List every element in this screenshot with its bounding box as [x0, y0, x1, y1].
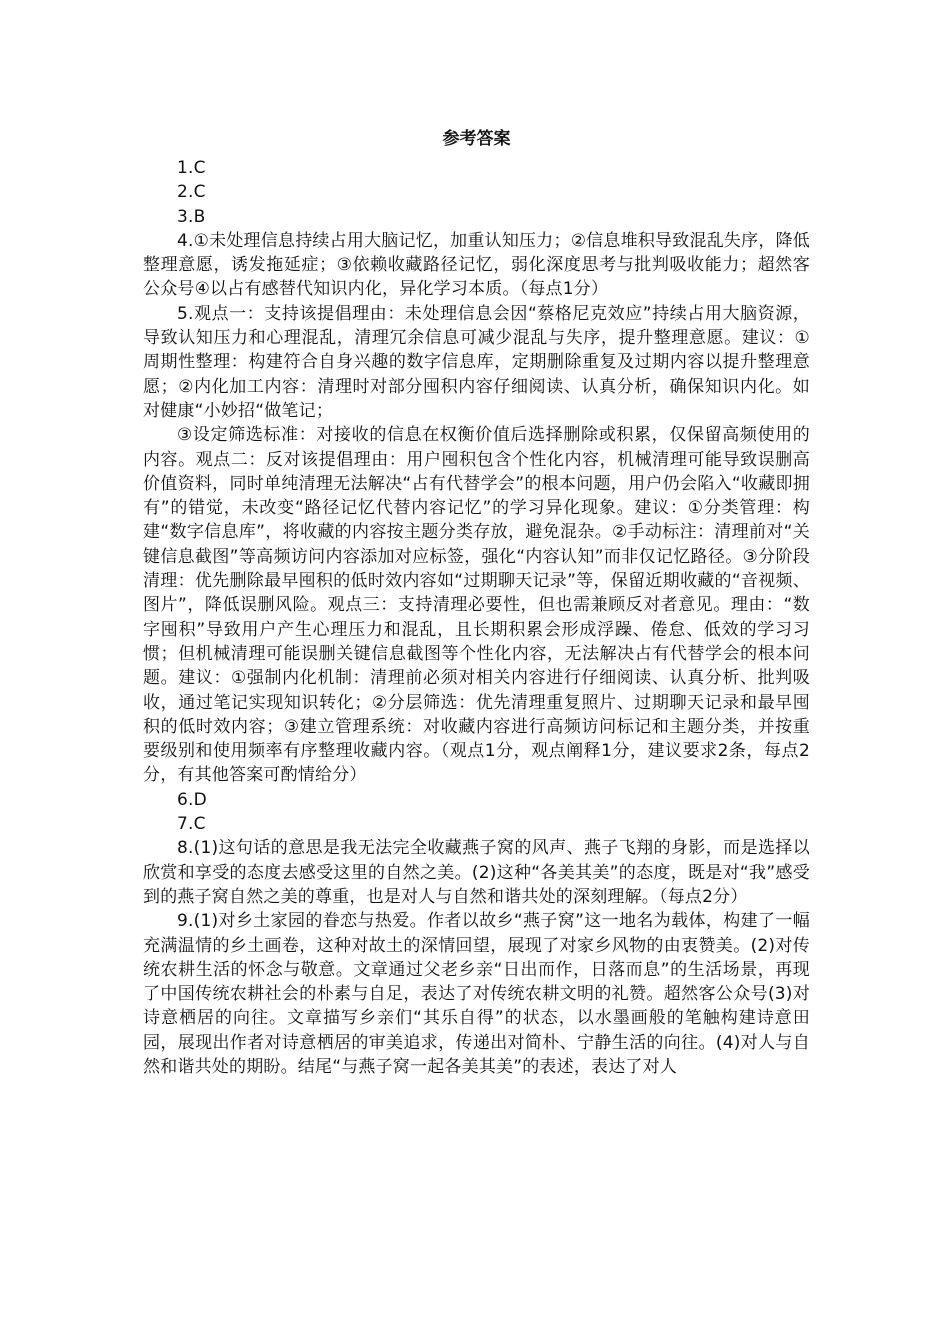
answer-2: 2.C — [177, 182, 206, 203]
answer-5: 5.观点一：支持该提倡理由：未处理信息会因“蔡格尼克效应”持续占用大脑资源，导致认知压力和心理混乱，清理冗余信息可减少混乱与失序，提升整理意愿。建议：①周期性整理：构建符合自身兴趣的数字信息库，定期删除重复及过期内容以提升整理意愿；②内化加工内容：清理时对部分囤积内容仔细阅读、认真分析，确保知识内化。如对健康“小妙招“做笔记； — [143, 303, 810, 421]
answer-3: 3.B — [177, 206, 206, 227]
answer-6: 6.D — [177, 789, 207, 810]
answer-8: 8.(1)这句话的意思是我无法完全收藏燕子窝的风声、燕子飞翔的身影，而是选择以欣赏和享受的态度去感受这里的自然之美。(2)这种“各美其美”的态度，既是对“我”感受到的燕子窝自然之美的尊重，也是对人与自然和谐共处的深刻理解。（每点2分） — [143, 838, 810, 907]
answer-9: 9.(1)对乡土家园的眷恋与热爱。作者以故乡“燕子窝”这一地名为载体，构建了一幅充满温情的乡土画卷，这种对故土的深情回望，展现了对家乡风物的由衷赞美。(2)对传统农耕生活的怀念与敬意。文章通过父老乡亲“日出而作，日落而息”的生活场景，再现了中国传统农耕社会的朴素与自足，表达了对传统农耕文明的礼赞。超然客公众号(3)对诗意栖居的向往。文章描写乡亲们“其乐自得”的状态，以水墨画般的笔触构建诗意田园，展现出作者对诗意栖居的审美追求，传递出对简朴、宁静生活的向往。(4)对人与自然和谐共处的期盼。结尾“与燕子窝一起各美其美”的表述，表达了对人 — [143, 911, 810, 1077]
answer-page — [143, 126, 810, 1079]
answer-7: 7.C — [177, 814, 206, 835]
answer-5-continued: ③设定筛选标准：对接收的信息在权衡价值后选择删除或积累，仅保留高频使用的内容。观点二：反对该提倡理由：用户囤积包含个性化内容，机械清理可能导致误删高价值资料，同时单纯清理无法解决“占有代替学会”的根本问题，用户仍会陷入“收藏即拥有”的错觉，未改变“路径记忆代替内容记忆”的学习异化现象。建议：①分类管理：构建“数字信息库”，将收藏的内容按主题分类存放，避免混杂。②手动标注：清理前对“关键信息截图”等高频访问内容添加对应标签，强化“内容认知”而非仅记忆路径。③分阶段清理：优先删除最早囤积的低时效内容如“过期聊天记录”等，保留近期收藏的“音视频、图片”，降低误删风险。观点三：支持清理必要性，但也需兼顾反对者意见。理由：“数字囤积”导致用户产生心理压力和混乱，且长期积累会形成浮躁、倦怠、低效的学习习惯；但机械清理可能误删关键信息截图等个性化内容，无法解决占有代替学会的根本问题。建议：①强制内化机制：清理前必须对相关内容进行仔细阅读、认真分析、批判吸收，通过笔记实现知识转化；②分层筛选：优先清理重复照片、过期聊天记录和最早囤积的低时效内容；③建立管理系统：对收藏内容进行高频访问标记和主题分类，并按重要级别和使用频率有序整理收藏内容。（观点1分，观点阐释1分，建议要求2条，每点2分，有其他答案可酌情给分） — [143, 425, 810, 786]
page-title: 参考答案 — [442, 129, 511, 149]
answer-4: 4.①未处理信息持续占用大脑记忆，加重认知压力；②信息堆积导致混乱失序，降低整理意愿，诱发拖延症；③依赖收藏路径记忆，弱化深度思考与批判吸收能力；超然客公众号④以占有感替代知识内化，异化学习本质。（每点1分） — [143, 230, 810, 300]
answer-1: 1.C — [177, 158, 206, 178]
